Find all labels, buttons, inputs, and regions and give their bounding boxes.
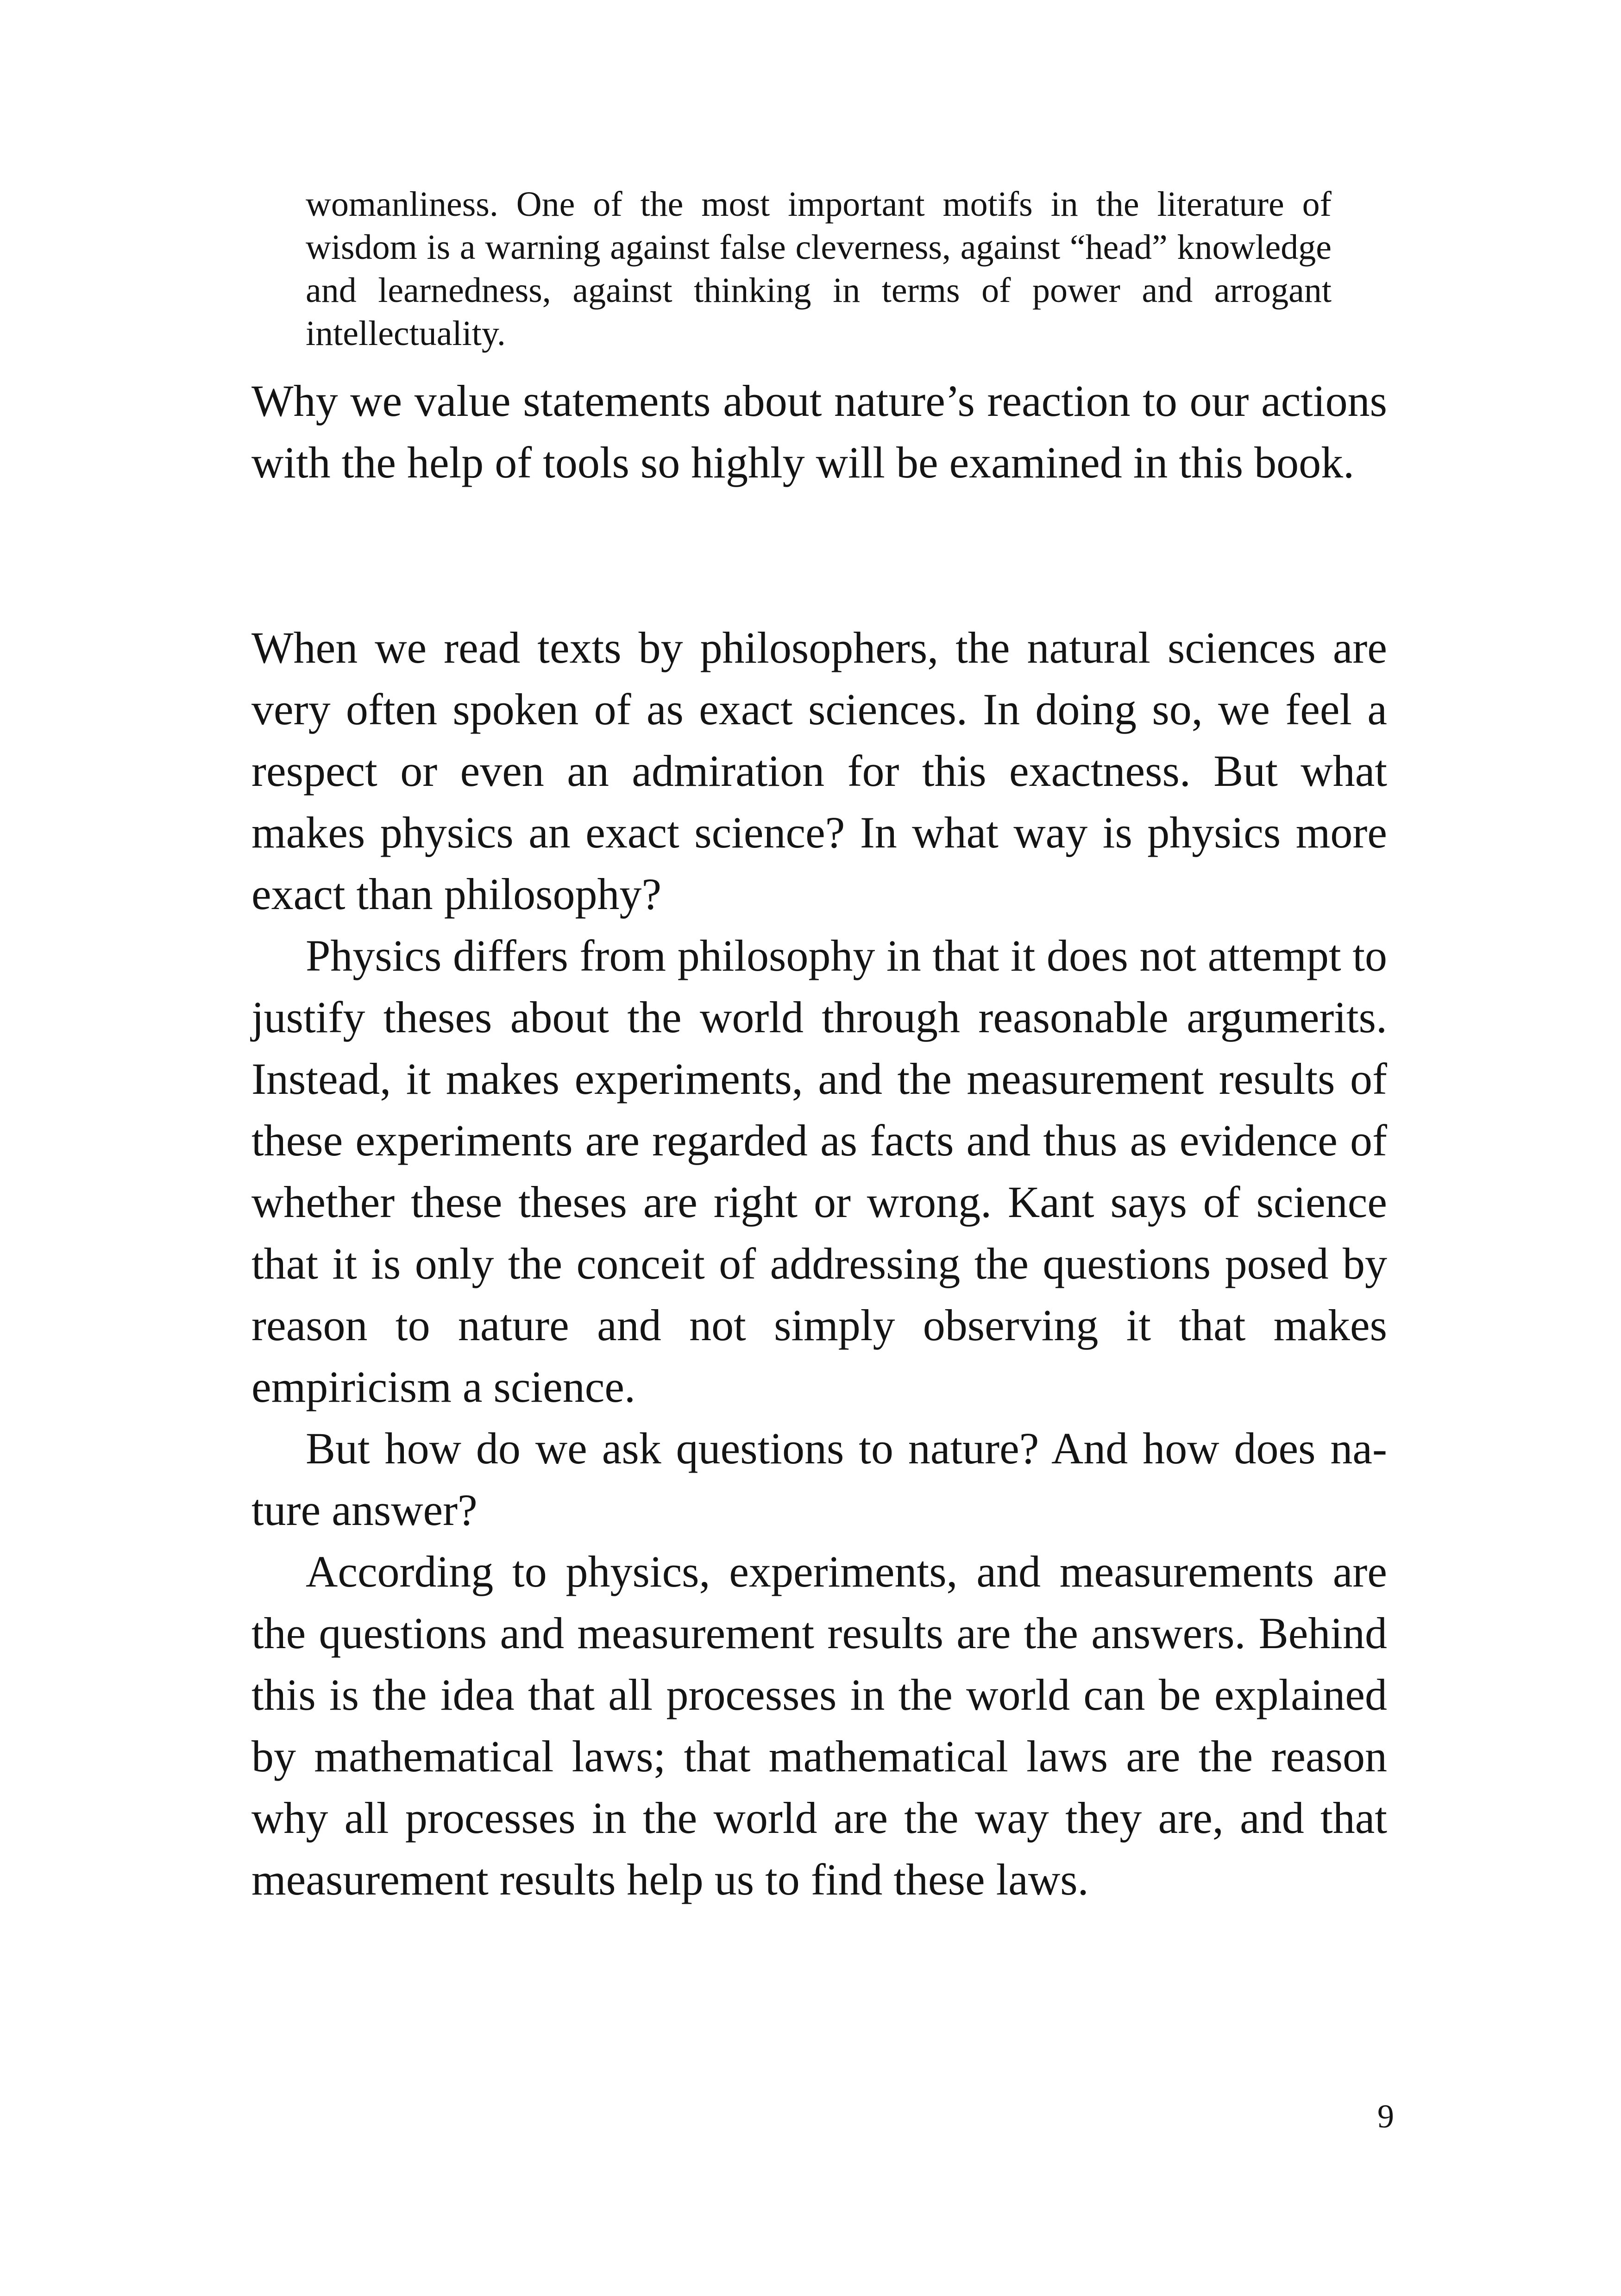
section-paragraph-3: But how do we ask questions to nature? And how does nature answer? <box>251 1424 1387 1535</box>
section-paragraph-2: Physics differs from philosophy in that it does not attempt to justify theses about the world through reasonable argumerits. Instead, it makes experiments, and the measurement results of these experiments are regarded as facts and thus as evidence of whether these theses are right or wrong. Kant says of science that it is only the conceit of addressing the questions posed by reason to nature and not simply observing it that makes empiricism a science. <box>251 931 1387 1411</box>
main-section <box>251 617 1387 1910</box>
section-paragraph-1: When we read texts by philosophers, the natural sciences are very often spoken of as exact sciences. In doing so, we feel a respect or even an admiration for this exactness. But what makes physics an exact science? In what way is physics more exact than philosophy? <box>251 623 1387 919</box>
intro-conclusion-paragraph: Why we value statements about nature’s reaction to our actions with the help of tools so highly will be examined in this book. <box>251 376 1387 487</box>
block-quote: womanliness. One of the most important motifs in the literature of wisdom is a warning against false cleverness, against “head” knowledge and learnedness, against thinking in terms of power and arrogant intellectuality. <box>306 185 1332 353</box>
section-paragraph-4: According to physics, experiments, and measurements are the questions and measurement results are the answers. Behind this is the idea that all processes in the world can be explained by mathematical laws; that mathematical laws are the reason why all processes in the world are the way they are, and that measurement results help us to find these laws. <box>251 1547 1387 1904</box>
intro-conclusion <box>251 370 1387 493</box>
page-number: 9 <box>1377 2098 1394 2135</box>
